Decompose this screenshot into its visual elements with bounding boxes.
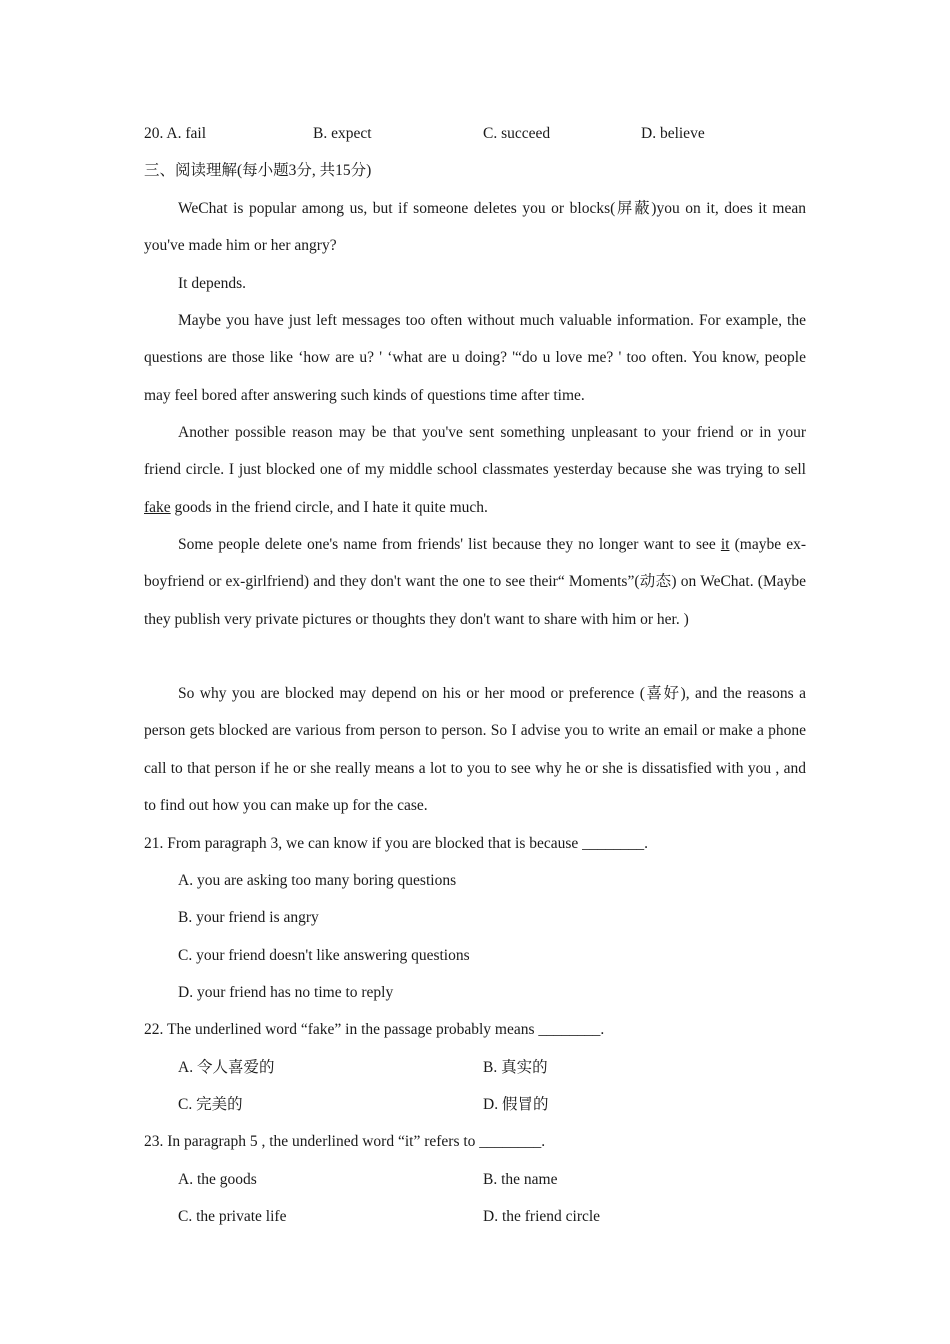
q22-option-b: B. 真实的 bbox=[483, 1059, 548, 1076]
q23-option-d: D. the friend circle bbox=[483, 1208, 601, 1225]
q21-stem: 21. From paragraph 3, we can know if you are blocked that is because ________. bbox=[144, 835, 649, 852]
q20-option-b: B. expect bbox=[313, 125, 372, 142]
p5-text-after: (maybe ex-boyfriend or ex-girlfriend) and they don't want the one to see their“ Moments”(动态) on WeChat. (Maybe they publish very private pictures or thoughts they don't want to share with him or her. ) bbox=[144, 536, 806, 628]
p4-text-before: Another possible reason may be that you've sent something unpleasant to your friend or in your friend circle. I just blocked one of my middle school classmates yesterday because she was trying to sell bbox=[144, 424, 806, 479]
passage-paragraph-3: Maybe you have just left messages too often without much valuable information. For example, the questions are those like ‘how are u? ' ‘what are u doing? '“do u love me? ' too often. You know, people may feel bored after answering such kinds of questions time after time. bbox=[144, 312, 806, 404]
passage-paragraph-4 bbox=[144, 414, 806, 526]
q22-stem: 22. The underlined word “fake” in the passage probably means ________. bbox=[144, 1021, 605, 1038]
q20-option-c: C. succeed bbox=[483, 125, 551, 142]
passage-paragraph-5 bbox=[144, 526, 806, 638]
q23-stem: 23. In paragraph 5 , the underlined word “it” refers to ________. bbox=[144, 1133, 546, 1150]
p5-text-before: Some people delete one's name from friends' list because they no longer want to see bbox=[178, 536, 721, 553]
q20-option-a: A. fail bbox=[166, 125, 207, 142]
q21-option-a: A. you are asking too many boring questions bbox=[178, 872, 457, 889]
q21-option-c: C. your friend doesn't like answering questions bbox=[178, 947, 470, 964]
q22-option-a: A. 令人喜爱的 bbox=[178, 1059, 275, 1076]
q23-option-a: A. the goods bbox=[178, 1171, 257, 1188]
q20-option-d: D. believe bbox=[641, 125, 705, 142]
q23-option-c: C. the private life bbox=[178, 1208, 287, 1225]
q20-number: 20. bbox=[144, 125, 164, 142]
question-20 bbox=[144, 124, 206, 144]
q22-option-c: C. 完美的 bbox=[178, 1096, 243, 1113]
passage-paragraph-1: WeChat is popular among us, but if someone deletes you or blocks(屏蔽)you on it, does it mean you've made him or her angry? bbox=[144, 200, 806, 255]
q21-option-d: D. your friend has no time to reply bbox=[178, 984, 394, 1001]
q23-option-b: B. the name bbox=[483, 1171, 558, 1188]
p4-text-after: goods in the friend circle, and I hate it quite much. bbox=[170, 498, 488, 516]
q21-option-b: B. your friend is angry bbox=[178, 909, 319, 926]
q22-option-d: D. 假冒的 bbox=[483, 1096, 549, 1113]
underlined-word-it: it bbox=[720, 536, 730, 553]
passage-paragraph-6: So why you are blocked may depend on his or her mood or preference (喜好), and the reasons a person gets blocked are various from person to person. So I advise you to write an email or make a phone call to that person if he or she really means a lot to you to see why he or she is dissatisfied with you , and to find out how you can make up for the case. bbox=[144, 685, 806, 814]
underlined-word-fake: fake bbox=[144, 498, 171, 516]
section-title: 三、阅读理解(每小题3分, 共15分) bbox=[144, 162, 372, 179]
passage-paragraph-2: It depends. bbox=[178, 275, 247, 292]
